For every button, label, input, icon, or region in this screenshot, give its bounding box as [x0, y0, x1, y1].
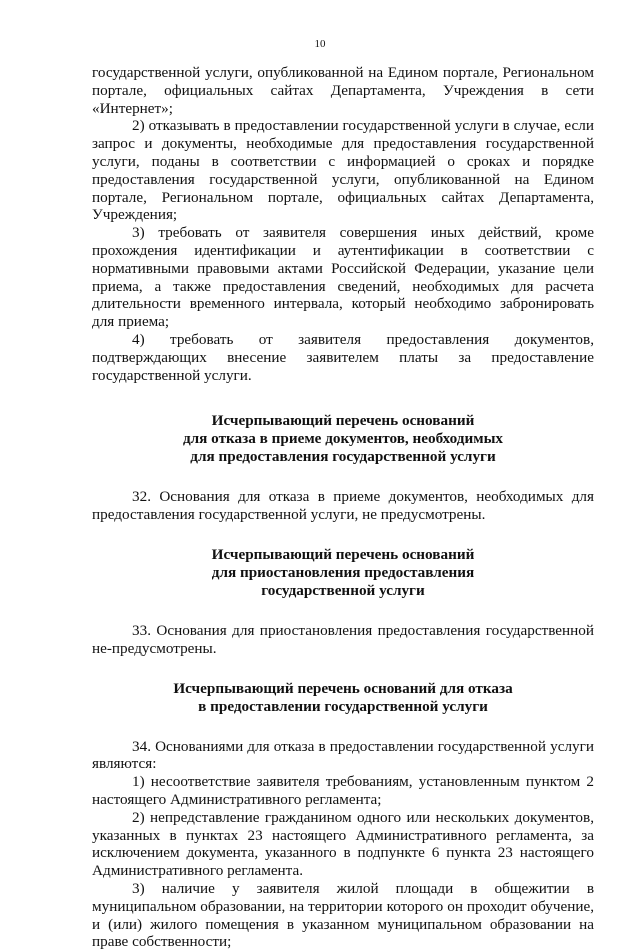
paragraph-top-3: 3) требовать от заявителя совершения иных действий, кроме прохождения идентификации и аутентификации в соответствии с нормативными правовыми актами Российской Федерации, указание цели приема, а также предоставления сведений, необходимых для расчета длительности временного интервала, который необходимо забронировать для приема; [92, 224, 594, 331]
heading-line: государственной услуги [261, 581, 425, 599]
paragraph-34-item-3: 3) наличие у заявителя жилой площади в общежитии в муниципальном образовании, на территории которого он проходит обучение, и (или) жилого помещения в указанном муниципальном образовании на праве собственности; [92, 879, 594, 951]
heading-line: Исчерпывающий перечень оснований [211, 545, 475, 563]
section-heading-refusal-service [92, 680, 594, 716]
page-number: 10 [314, 38, 326, 50]
paragraph-34: 34. Основаниями для отказа в предоставлении государственной услуги являются: [92, 737, 594, 773]
paragraph-34-item-2: 2) непредставление гражданином одного или нескольких документов, указанных в пунктах 23 настоящего Административного регламента, за исключением документа, указанного в подпункте 6 пункта 23 настоящего Административного регламента. [92, 808, 594, 880]
paragraph-33: 33. Основания для приостановления предоставления государственной не-предусмотрены. [92, 621, 594, 657]
paragraph-32: 32. Основания для отказа в приеме документов, необходимых для предоставления государственной услуги, не предусмотрены. [92, 488, 594, 524]
paragraph-top-1: государственной услуги, опубликованной на Едином портале, Региональном портале, официальных сайтах Департамента, Учреждения в сети «Интернет»; [92, 64, 594, 117]
heading-line: для предоставления государственной услуги [190, 448, 496, 466]
heading-line: для отказа в приеме документов, необходимых [182, 430, 504, 448]
paragraph-top-4: 4) требовать от заявителя предоставления документов, подтверждающих внесение заявителем платы за предоставление государственной услуги. [92, 330, 594, 384]
section-heading-refusal-acceptance [92, 412, 594, 466]
heading-line: в предоставлении государственной услуги [198, 697, 488, 715]
paragraph-top-2: 2) отказывать в предоставлении государственной услуги в случае, если запрос и документы, необходимые для предоставления государственной услуги, поданы в соответствии с информацией о сроках и порядке предоставления государственной услуги, опубликованной на Едином портале, Региональном портале, официальных сайтах Департамента, Учреждения; [92, 117, 594, 224]
heading-line: Исчерпывающий перечень оснований [211, 412, 475, 430]
heading-line: для приостановления предоставления [211, 563, 475, 581]
heading-line: Исчерпывающий перечень оснований для отказа [173, 679, 513, 697]
document-body [92, 64, 594, 951]
section-heading-suspension [92, 546, 594, 600]
paragraph-34-item-1: 1) несоответствие заявителя требованиям, установленным пунктом 2 настоящего Административного регламента; [92, 773, 594, 808]
